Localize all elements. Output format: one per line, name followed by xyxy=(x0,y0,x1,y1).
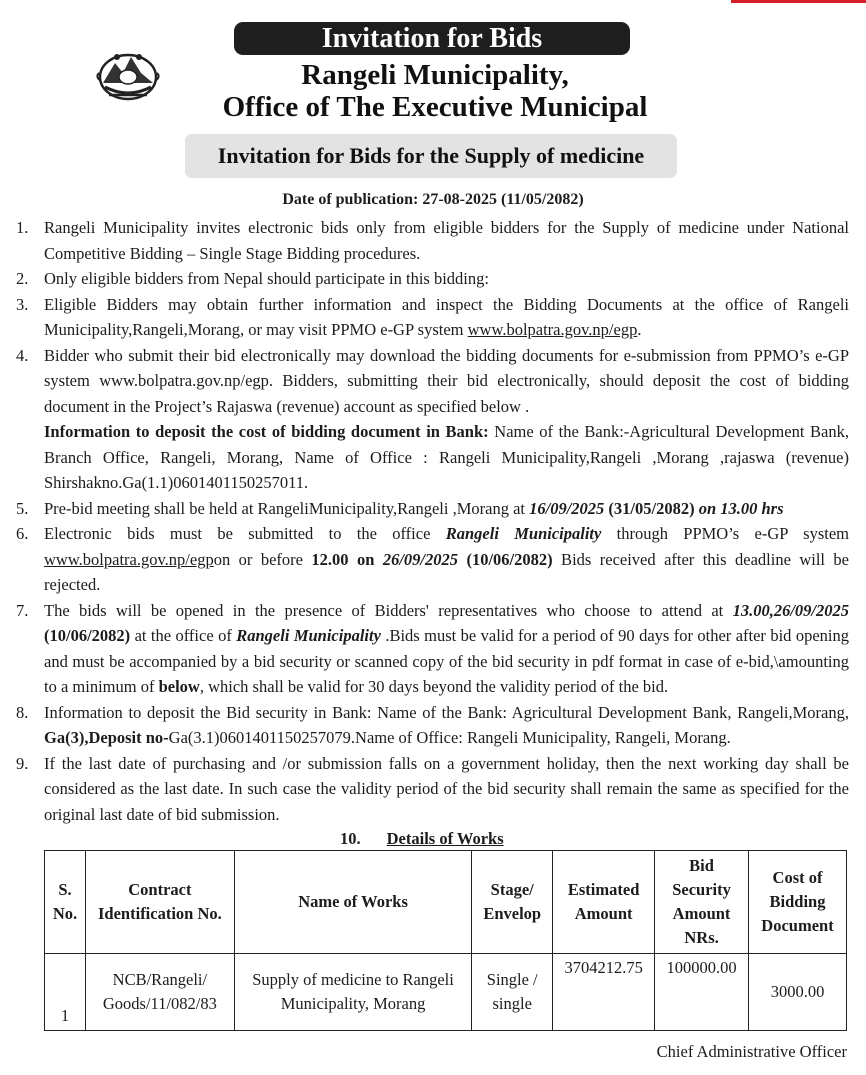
clause-number: 1. xyxy=(16,218,29,237)
egp-link[interactable]: www.bolpatra.gov.np/egp xyxy=(44,549,214,569)
clause-number: 4. xyxy=(16,345,29,365)
clause-number: 9. xyxy=(16,753,29,773)
header-security: Bid Security Amount NRs. xyxy=(655,851,749,954)
clause-text-2: at the office of xyxy=(130,626,237,645)
header-name: Name of Works xyxy=(234,851,471,954)
header-cost: Cost of Bidding Document xyxy=(749,851,847,954)
clause-text: Rangeli Municipality invites electronic bids only from eligible bidders for the Supply of medicine under National Competitive Bidding – Single Stage Bidding procedures. xyxy=(44,218,849,263)
cell-amount: 3704212.75 xyxy=(553,954,655,1031)
clause-1 xyxy=(16,215,849,266)
clause-number: 8. xyxy=(16,702,29,722)
clause-2 xyxy=(16,266,849,292)
cell-contract: NCB/Rangeli/ Goods/11/082/83 xyxy=(85,954,234,1031)
signoff: Chief Administrative Officer xyxy=(656,1042,847,1061)
clause-6 xyxy=(16,521,849,598)
organization-name xyxy=(150,59,720,123)
deadline-time: 12.00 on xyxy=(311,549,383,569)
clause-text: The bids will be opened in the presence of Bidders' representatives who choose to attend at xyxy=(44,600,733,620)
cell-cost: 3000.00 xyxy=(749,954,847,1031)
clause-number: 3. xyxy=(16,294,29,314)
clause-text-3: .Bids must be valid for a period of 90 days for other after bid opening and must be accompanied by a bid security or scanned copy of the bid security in pdf format in case of e-bid,\amounting to a minimum of xyxy=(44,626,849,696)
minimum-label: below xyxy=(158,677,200,696)
clause-number: 5. xyxy=(16,498,29,518)
header-amount: Estimated Amount xyxy=(553,851,655,954)
deadline-date-np: (10/06/2082) xyxy=(458,549,553,569)
clause-8 xyxy=(16,700,849,751)
clause-9 xyxy=(16,751,849,828)
organization-line-1: Rangeli Municipality, xyxy=(301,59,569,91)
cell-stage: Single / single xyxy=(472,954,553,1031)
clause-text: Electronic bids must be submitted to the office xyxy=(44,524,446,543)
clause-text-2: through PPMO’s e-GP system xyxy=(601,524,849,543)
prebid-date: 16/09/2025 xyxy=(529,498,605,518)
top-accent-line xyxy=(731,0,866,3)
clause-number: 7. xyxy=(16,600,29,620)
works-title: Details of Works xyxy=(386,829,504,848)
opening-date-np: (10/06/2082) xyxy=(44,626,131,645)
bank-deposit-info xyxy=(44,419,849,496)
table-row xyxy=(45,954,847,1031)
clause-4 xyxy=(16,343,849,420)
clause-number: 2. xyxy=(16,269,29,288)
clause-number: 6. xyxy=(16,524,29,543)
works-table xyxy=(44,850,847,1031)
office-name: Rangeli Municipality xyxy=(236,626,381,645)
clause-7 xyxy=(16,598,849,700)
clause-text-end: . xyxy=(637,320,642,339)
organization-line-2: Office of The Executive Municipal xyxy=(222,91,648,123)
deadline-date: 26/09/2025 xyxy=(382,549,459,569)
clause-text-4: Bids received after this deadline will be rejected. xyxy=(44,549,850,594)
opening-time: 13.00,26/09/2025 xyxy=(732,600,849,620)
table-header-row xyxy=(45,851,847,954)
prebid-time: on 13.00 hrs xyxy=(698,498,784,518)
cell-security: 100000.00 xyxy=(655,954,749,1031)
clause-text: If the last date of purchasing and /or submission falls on a government holiday, then the next working day shall be considered as the last date. In such case the validity period of the bid security shall remain the same as specified for the original last date of bid submission. xyxy=(44,753,849,824)
prebid-date-np: (31/05/2082) xyxy=(604,498,699,518)
publication-date: Date of publication: 27-08-2025 (11/05/2082) xyxy=(282,191,584,208)
clause-3 xyxy=(16,292,849,343)
cell-sn: 1 xyxy=(45,954,86,1031)
header-contract: Contract Identification No. xyxy=(85,851,234,954)
header-stage: Stage/ Envelop xyxy=(472,851,553,954)
egp-link[interactable]: www.bolpatra.gov.np/egp xyxy=(467,320,638,339)
office-name: Rangeli Municipality xyxy=(445,524,602,543)
bank-deposit-label: Information to deposit the cost of bidding document in Bank: xyxy=(44,422,489,441)
clause-text: Information to deposit the Bid security in Bank: Name of the Bank: Agricultural Development Bank, Rangeli,Morang, xyxy=(44,702,849,722)
deposit-label: Ga(3),Deposit no- xyxy=(44,728,169,747)
bank-deposit-text: Name of the Bank:-Agricultural Development Bank, Branch Office, Rangeli, Morang, Name of Office : Rangeli Municipality,Rangeli ,Morang ,rajaswa (revenue) Shirshakno.Ga(1.1)060140115025701​1. xyxy=(44,422,849,492)
notice-subtitle: Invitation for Bids for the Supply of medicine xyxy=(185,134,677,178)
clause-text: Eligible Bidders may obtain further information and inspect the Bidding Documents at the office of Rangeli Municipality,Rangeli,Morang, or may visit PPMO e-GP system xyxy=(44,294,849,339)
clause-text-2: Ga(3.1)0601401150257079.Name of Office: Rangeli Municipality, Rangeli, Morang. xyxy=(168,728,731,747)
notice-banner: Invitation for Bids xyxy=(234,22,630,55)
clause-text: Pre-bid meeting shall be held at RangeliMunicipality,Rangeli ,Morang at xyxy=(44,498,530,518)
clause-5 xyxy=(16,496,849,522)
clause-list xyxy=(16,215,849,827)
clause-text-4: , which shall be valid for 30 days beyond the validity period of the bid. xyxy=(199,677,669,696)
works-number: 10. xyxy=(340,829,361,848)
clause-text-3: on or before xyxy=(213,549,312,569)
header-sn: S. No. xyxy=(45,851,86,954)
works-heading xyxy=(340,828,504,850)
clause-text: Only eligible bidders from Nepal should participate in this bidding: xyxy=(44,269,489,288)
clause-text: Bidder who submit their bid electronically may download the bidding documents for e-submission from PPMO’s e-GP system www.bolpatra.gov.np/egp. Bidders, submitting their bid electronically, should deposit the cost of bidding document in the Project’s Rajaswa (revenue) account as specified below . xyxy=(44,345,849,416)
cell-name: Supply of medicine to Rangeli Municipality, Morang xyxy=(234,954,471,1031)
